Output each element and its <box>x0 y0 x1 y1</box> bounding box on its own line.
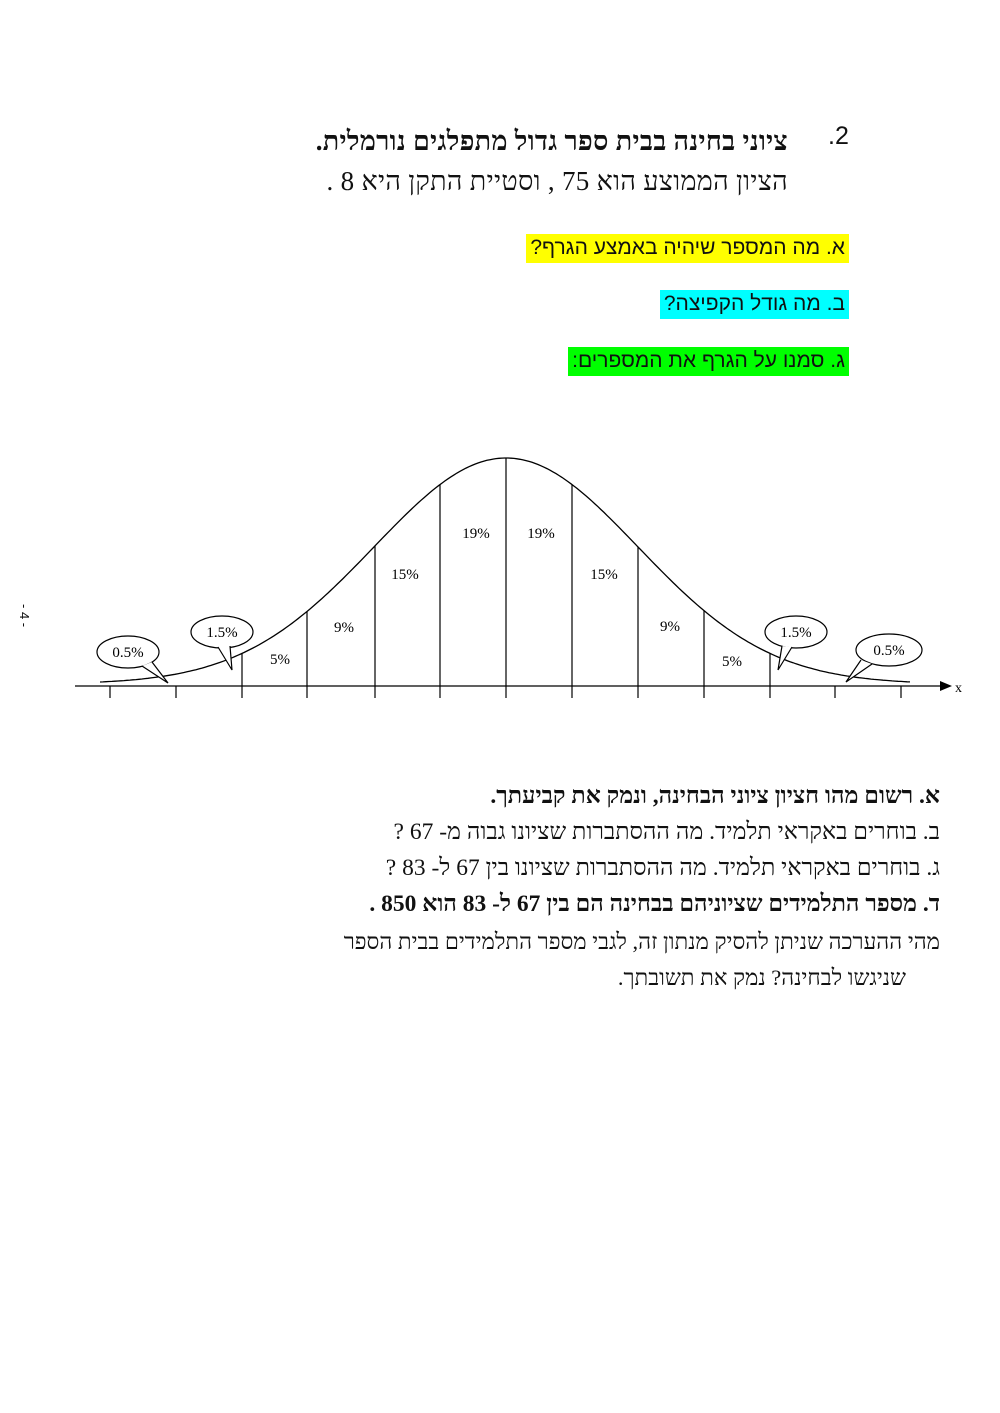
subquestion-c: ג. בוחרים באקראי תלמיד. מה ההסתברות שציונו בין 67 ל- 83 ? <box>385 855 940 881</box>
subquestion-b: ב. בוחרים באקראי תלמיד. מה ההסתברות שציונו גבוה מ- 67 ? <box>393 819 940 845</box>
segment-label-5-right: 5% <box>722 654 742 670</box>
segment-label-9-left: 9% <box>334 620 354 636</box>
callout-label-0.5-right: 0.5% <box>873 643 905 659</box>
page-number: - 4 - <box>17 604 32 628</box>
callout-pointer <box>218 646 232 670</box>
x-axis-arrow <box>940 681 952 691</box>
subquestion-d-line-2: מהי ההערכה שניתן להסיק מנתון זה, לגבי מספר התלמידים בבית הספר <box>343 929 940 954</box>
x-axis-ticks <box>110 686 901 698</box>
normal-distribution-chart <box>60 440 980 700</box>
subquestion-a: א. רשום מהו חציון ציוני הבחינה, ונמק את קביעתך. <box>490 783 940 809</box>
highlighted-question-a: א. מה המספר שיהיה באמצע הגרף? <box>526 234 849 263</box>
question-text-line-2: הציון הממוצע הוא 75 , וסטיית התקן היא 8 . <box>326 166 788 196</box>
segment-label-19-right: 19% <box>527 526 555 542</box>
callout-label-1.5-left: 1.5% <box>206 625 238 641</box>
x-axis-label: x <box>955 681 962 696</box>
section-dividers <box>242 458 770 686</box>
subquestion-d-line-3: שניגשו לבחינה? נמק את תשובתך. <box>617 965 906 990</box>
question-number: .2 <box>828 122 849 150</box>
segment-label-15-left: 15% <box>391 567 419 583</box>
segment-label-19-left: 19% <box>462 526 490 542</box>
segment-label-5-left: 5% <box>270 652 290 668</box>
segment-label-15-right: 15% <box>590 567 618 583</box>
question-text-line-1: ציוני בחינה בבית ספר גדול מתפלגים נורמלית. <box>315 126 788 156</box>
callout-pointer <box>778 646 792 670</box>
highlighted-question-c: ג. סמנו על הגרף את המספרים: <box>568 347 849 376</box>
callout-pointer <box>142 662 168 683</box>
segment-label-9-right: 9% <box>660 619 680 635</box>
callout-label-1.5-right: 1.5% <box>780 625 812 641</box>
highlighted-question-b: ב. מה גודל הקפיצה? <box>660 290 849 319</box>
subquestion-d: ד. מספר התלמידים שציוניהם בבחינה הם בין 67 ל- 83 הוא 850 . <box>369 891 940 917</box>
callout-label-0.5-left: 0.5% <box>112 645 144 661</box>
